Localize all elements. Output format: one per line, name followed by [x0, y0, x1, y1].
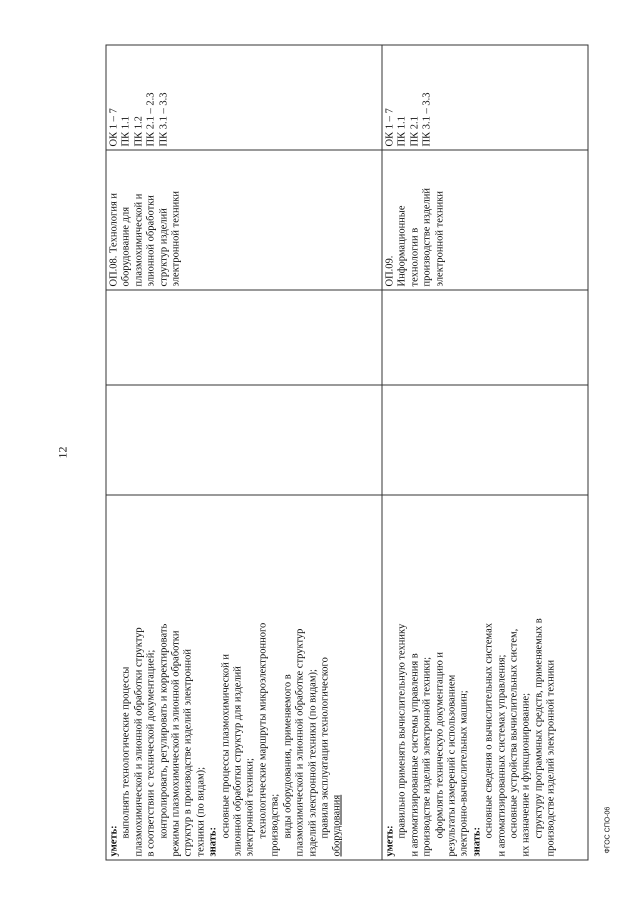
table-row	[106, 45, 382, 860]
knowledge-line: элионной обработки структур для изделий	[232, 665, 244, 856]
discipline-cell	[106, 150, 382, 290]
skill-line: электронно-вычислительных машин;	[458, 689, 470, 856]
footer-label: ФГОС СПО-06	[604, 806, 611, 853]
skill-line: контролировать, регулировать и корректировать	[157, 623, 169, 838]
discipline-cell	[382, 150, 588, 290]
competency-code: ПК 2.1 – 2.3	[145, 92, 157, 146]
knowledge-line: и автоматизированных системах управления;	[495, 654, 507, 856]
knowledge-label: знать:	[470, 826, 482, 856]
skill-line: правильно применять вычислительную технику	[396, 623, 408, 838]
competencies-cell	[106, 45, 382, 150]
knowledge-label: знать:	[207, 826, 219, 856]
table-row	[382, 45, 588, 860]
requirements-cell	[106, 495, 382, 860]
knowledge-line: их назначение и функционирование;	[520, 692, 532, 856]
page-number: 12	[55, 446, 69, 458]
discipline-line: оборудование для	[120, 206, 132, 286]
knowledge-line: правила эксплуатации технологического	[318, 656, 330, 838]
hours-cell	[382, 290, 588, 385]
knowledge-line: изделий электронной техники (по видам);	[306, 668, 318, 856]
discipline-line: структур изделий	[157, 207, 169, 286]
competency-code: ОК 1 – 7	[384, 107, 395, 146]
knowledge-line: электронной техники;	[244, 757, 256, 856]
competency-code: ПК 3.1 – 3.3	[157, 92, 169, 146]
skill-line: выполнять технологические процессы	[120, 666, 132, 838]
max-hours-cell	[382, 385, 588, 495]
skill-line: плазмохимической и элионной обработки структур	[132, 626, 144, 856]
discipline-line: плазмохимической и	[132, 193, 144, 286]
hours-cell	[106, 290, 382, 385]
skill-line: производстве изделий электронной техники;	[421, 656, 433, 856]
skill-line: результаты измерений с использованием	[446, 674, 458, 856]
knowledge-line: основные устройства вычислительных систем,	[508, 628, 520, 838]
knowledge-line: производства;	[269, 793, 281, 856]
requirements-cell	[382, 495, 588, 860]
discipline-line: электронной техники	[170, 190, 182, 286]
skill-line: структур в производстве изделий электронной	[182, 648, 194, 856]
discipline-line: производстве изделий	[421, 187, 433, 286]
skill-line: режимы плазмохимической и элионной обработки	[170, 630, 182, 856]
knowledge-line: структуру программных средств, применяемых в	[532, 617, 544, 838]
skill-line: техники (по видам);	[194, 766, 206, 856]
competency-code: ПК 1.1	[396, 115, 408, 146]
competency-code: ОК 1 – 7	[108, 107, 119, 146]
knowledge-line: виды оборудования, применяемого в	[281, 673, 293, 838]
max-hours-cell	[106, 385, 382, 495]
skill-line: оформлять техническую документацию и	[433, 651, 445, 838]
discipline-line: элионной обработки	[145, 194, 157, 286]
skill-line: и автоматизированные системы управления в	[408, 652, 420, 856]
discipline-line: электронной техники	[433, 190, 445, 286]
competencies-cell	[382, 45, 588, 150]
competency-code: ПК 1.2	[132, 115, 144, 146]
knowledge-line: производстве изделий электронной техники	[545, 659, 557, 856]
skills-label: уметь:	[108, 824, 119, 856]
discipline-line: ОП.08. Технология и	[108, 192, 119, 286]
knowledge-line: основные процессы плазмохимической и	[219, 653, 231, 838]
knowledge-line: плазмохимической и элионной обработке структур	[294, 628, 306, 856]
knowledge-line: технологические маршруты микроэлектронного	[256, 622, 268, 838]
discipline-line: технологии в	[408, 227, 420, 286]
knowledge-line: основные сведения о вычислительных системах	[483, 622, 495, 838]
discipline-line: ОП.09.	[384, 255, 395, 286]
competency-table	[105, 44, 588, 860]
competency-code: ПК 1.1	[120, 115, 132, 146]
discipline-line: Информационные	[396, 204, 408, 286]
competency-code: ПК 3.1 – 3.3	[421, 92, 433, 146]
competency-code: ПК 2.1	[408, 115, 420, 146]
knowledge-line: оборудования	[331, 794, 343, 856]
skill-line: в соответствии с технической документацией;	[145, 649, 157, 856]
skills-label: уметь:	[384, 824, 395, 856]
